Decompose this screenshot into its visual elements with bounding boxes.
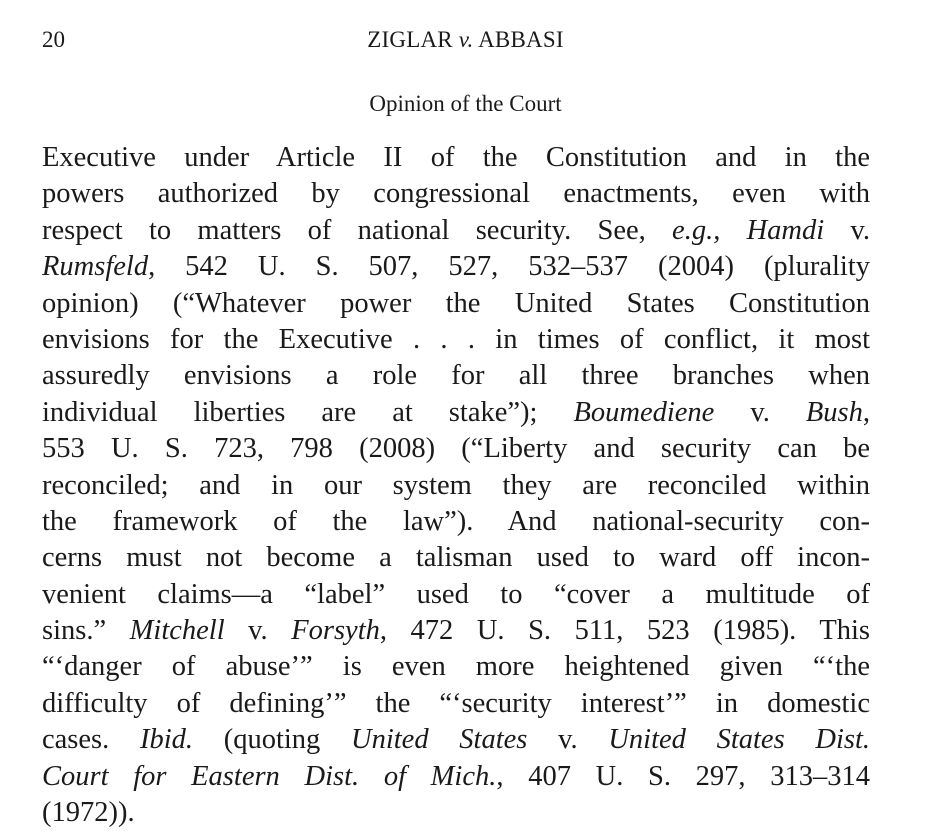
text-line: the framework of the law”). And national-security con-: [42, 505, 870, 537]
citation-italic: Rumsfeld: [42, 251, 149, 283]
text-run: , 542 U. S. 507, 527, 532–537 (2004) (plurality: [148, 251, 870, 283]
text-line: cerns must not become a talisman used to ward off incon-: [42, 542, 870, 574]
text-line: reconciled; and in our system they are reconciled within: [42, 469, 870, 501]
text-line: [42, 395, 870, 431]
text-run: ,: [862, 396, 870, 428]
opinion-subheading: Opinion of the Court: [369, 91, 562, 116]
text-run: sins.”: [42, 615, 130, 647]
page-number: 20: [42, 27, 65, 52]
text-line: [42, 759, 870, 795]
citation-italic: Ibid.: [139, 724, 194, 756]
citation-italic: Forsyth: [291, 615, 380, 647]
text-run: , 407 U. S. 297, 313–314: [496, 760, 870, 792]
citation-italic: e.g., Hamdi: [672, 214, 825, 246]
text-line: Executive under Article II of the Constitution and in the: [42, 142, 870, 173]
case-name-right: ABBASI: [478, 27, 564, 52]
text-line: envisions for the Executive . . . in times of conflict, it most: [42, 323, 870, 355]
text-run: v.: [224, 615, 292, 647]
text-run: v.: [527, 724, 609, 756]
text-run: cases.: [42, 724, 140, 756]
text-line: venient claims—a “label” used to “cover a multitude of: [42, 578, 870, 610]
citation-italic: Bush: [805, 396, 863, 428]
text-line: difficulty of defining’” the “‘security interest’” in domestic: [42, 687, 870, 719]
text-line: “‘danger of abuse’” is even more heightened given “‘the: [42, 651, 870, 683]
case-name-left: ZIGLAR: [367, 27, 453, 52]
running-head: [0, 26, 931, 54]
text-line: 553 U. S. 723, 798 (2008) (“Liberty and security can be: [42, 433, 870, 465]
case-name-v: v.: [458, 27, 474, 52]
text-run: respect to matters of national security. See,: [42, 214, 673, 246]
citation-italic: United States: [351, 724, 528, 756]
text-line: opinion) (“Whatever power the United States Constitution: [42, 287, 870, 319]
opinion-body: [42, 140, 870, 831]
citation-italic: Mitchell: [129, 615, 225, 647]
text-run: (quoting: [193, 724, 352, 756]
text-run: v.: [714, 396, 806, 428]
text-line: [42, 249, 870, 285]
text-run: individual liberties are at stake”);: [42, 396, 574, 428]
text-line: [42, 213, 870, 249]
text-run: , 472 U. S. 511, 523 (1985). This: [379, 615, 870, 647]
citation-italic: Court for Eastern Dist. of Mich.: [42, 760, 497, 792]
text-line: assuredly envisions a role for all three branches when: [42, 360, 870, 392]
text-line: (1972)).: [42, 797, 135, 829]
citation-italic: Boumediene: [573, 396, 715, 428]
citation-italic: United States Dist.: [608, 724, 871, 756]
text-line: powers authorized by congressional enactments, even with: [42, 178, 870, 210]
text-line: [42, 613, 870, 649]
text-line: [42, 722, 870, 758]
text-run: v.: [824, 214, 870, 246]
